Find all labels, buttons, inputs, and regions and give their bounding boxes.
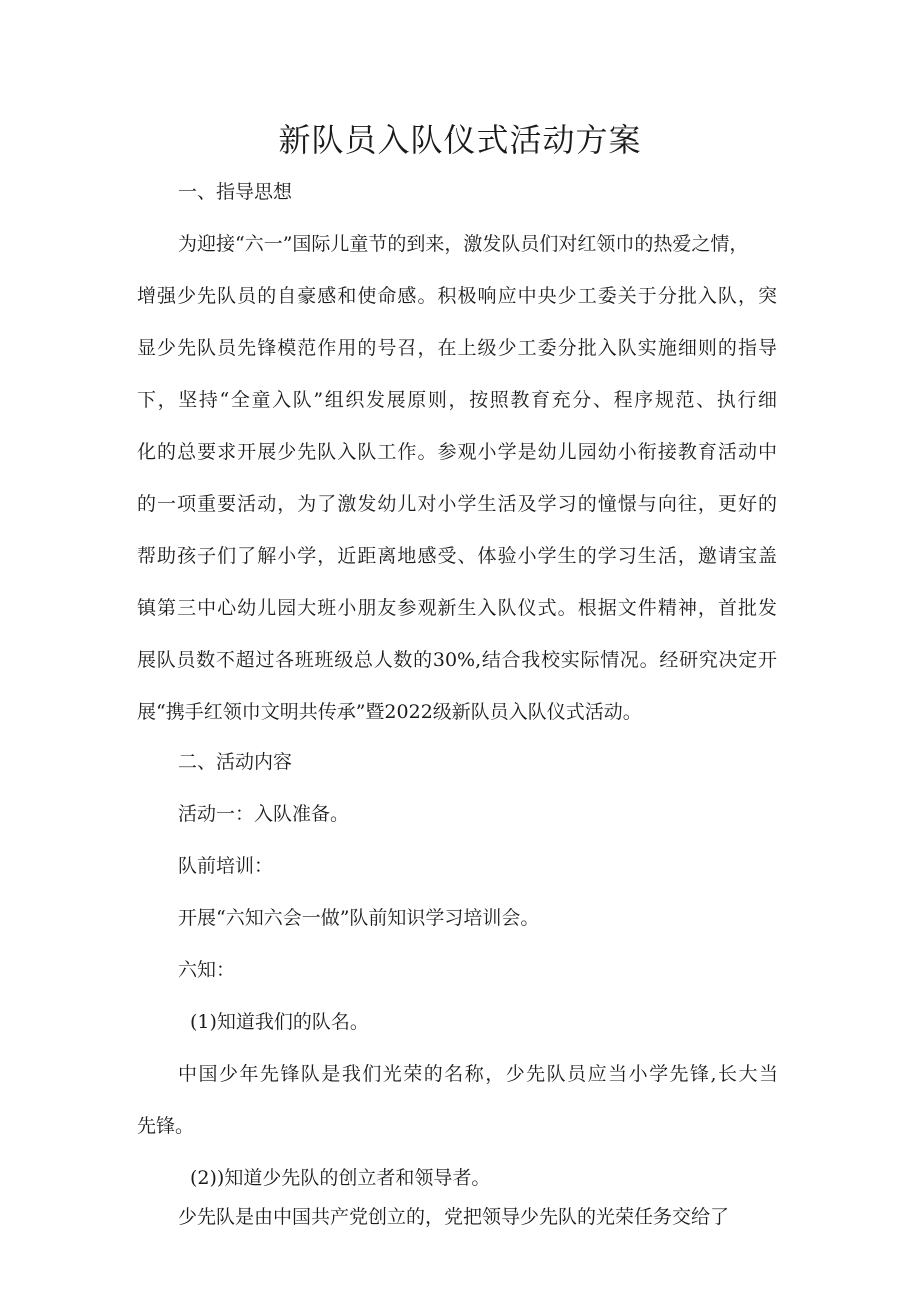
paragraph-line: 的一项重要活动，为了激发幼儿对小学生活及学习的憧憬与向往，更好的 <box>137 493 777 515</box>
paragraph-line: 为迎接“六一”国际儿童节的到来，激发队员们对红领巾的热爱之情， <box>178 233 749 255</box>
paragraph-line: 少先队是由中国共产党创立的，党把领导少先队的光荣任务交给了 <box>178 1206 730 1228</box>
activity-one-line: 活动一：入队准备。 <box>178 803 350 825</box>
list-item: (2))知道少先队的创立者和领导者。 <box>190 1167 491 1189</box>
paragraph-line: 显少先队员先锋模范作用的号召，在上级少工委分批入队实施细则的指导 <box>137 337 777 359</box>
paragraph-line: 化的总要求开展少先队入队工作。参观小学是幼儿园幼小衔接教育活动中 <box>137 441 777 463</box>
paragraph-line: 中国少年先锋队是我们光荣的名称，少先队员应当小学先锋,长大当 <box>178 1063 778 1085</box>
paragraph-line: 增强少先队员的自豪感和使命感。积极响应中央少工委关于分批入队，突 <box>137 285 777 307</box>
six-know-label: 六知： <box>178 959 236 981</box>
paragraph-line: 展“携手红领巾文明共传承”暨2022级新队员入队仪式活动。 <box>137 701 642 723</box>
paragraph-line: 展队员数不超过各班班级总人数的30%,结合我校实际情况。经研究决定开 <box>137 649 777 671</box>
list-item: (1)知道我们的队名。 <box>190 1011 369 1033</box>
paragraph-line: 先锋。 <box>137 1115 195 1137</box>
paragraph-line: 下，坚持“全童入队”组织发展原则，按照教育充分、程序规范、执行细 <box>137 389 777 411</box>
training-description: 开展“六知六会一做”队前知识学习培训会。 <box>178 907 540 929</box>
section-heading-guiding-thought: 一、指导思想 <box>178 181 293 203</box>
paragraph-line: 镇第三中心幼儿园大班小朋友参观新生入队仪式。根据文件精神，首批发 <box>137 597 777 619</box>
section-heading-activity-content: 二、活动内容 <box>178 751 293 773</box>
training-label: 队前培训： <box>178 855 274 877</box>
paragraph-line: 帮助孩子们了解小学，近距离地感受、体验小学生的学习生活，邀请宝盖 <box>137 545 777 567</box>
page-title: 新队员入队仪式活动方案 <box>278 121 642 159</box>
